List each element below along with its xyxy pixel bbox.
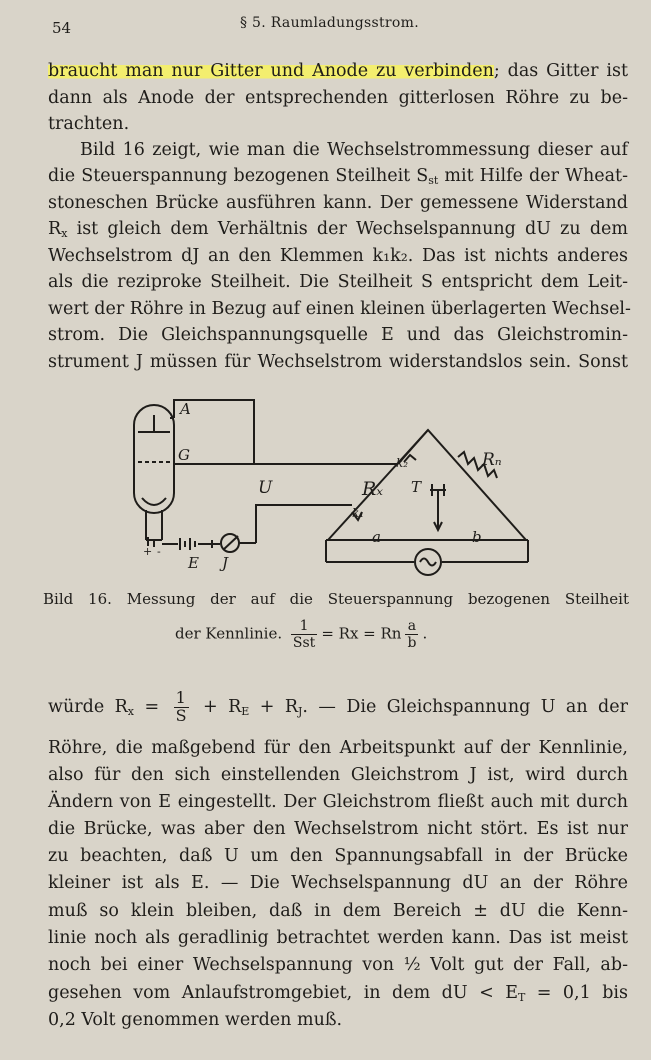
- text-line: als die reziproke Steilheit. Die Steilheit S entspricht dem Leit-: [48, 272, 628, 292]
- page-number: 54: [52, 19, 72, 37]
- highlighted-text: braucht man nur Gitter und Anode zu verbinden: [48, 61, 494, 81]
- label-rn: Rₙ: [482, 450, 502, 470]
- text-line: Ändern von E eingestellt. Der Gleichstrom fließt auch mit durch: [48, 792, 628, 812]
- figure-caption: Bild 16. Messung der auf die Steuerspannung bezogenen Steilheit: [43, 590, 630, 608]
- text-line: $R_x$ ist gleich dem Verhältnis der Wechselspannung dU zu dem: [48, 219, 628, 240]
- text-line: also für den sich einstellenden Gleichstrom J ist, wird durch: [48, 765, 628, 785]
- text-line: die Brücke, was aber den Wechselstrom nicht stört. Es ist nur: [48, 819, 628, 839]
- label-k2: k₂: [396, 456, 409, 470]
- label-j: J: [222, 554, 229, 572]
- text-line: noch bei einer Wechselspannung von ½ Volt gut der Fall, ab-: [48, 955, 628, 975]
- label-t: T: [411, 478, 422, 496]
- text-line: würde $R_x$ = $\frac{1}{S}$ + $R_E + R_J$. — Die Gleichspannung U an der: [48, 688, 628, 725]
- text-line: strument J müssen für Wechselstrom widerstandslos sein. Sonst: [48, 352, 628, 372]
- figure-caption-formula: der Kennlinie. $\frac{1}{\text{Sst}}$ = Rx = Rn $\frac{a}{b}$ .: [175, 618, 428, 652]
- text-line: kleiner ist als E. — Die Wechselspannung dU an der Röhre: [48, 873, 628, 893]
- text-line: stoneschen Brücke ausführen kann. Der gemessene Widerstand: [48, 193, 628, 213]
- text-line: Wechselstrom dJ an den Klemmen k₁k₂. Das ist nichts anderes: [48, 246, 628, 266]
- label-grid: G: [178, 446, 190, 464]
- label-a: a: [372, 528, 381, 546]
- text-line: zu beachten, daß U um den Spannungsabfall in der Brücke: [48, 846, 628, 866]
- text-line: gesehen vom Anlaufstromgebiet, in dem dU < $E_T = 0,1$ bis: [48, 983, 628, 1004]
- caption-label: Bild 16.: [43, 590, 112, 608]
- text-line: linie noch als geradlinig betrachtet werden kann. Das ist meist: [48, 928, 628, 948]
- text-line: 0,2 Volt genommen werden muß.: [48, 1010, 343, 1030]
- text-line: muß so klein bleiben, daß in dem Bereich ± dU die Kenn-: [48, 901, 628, 921]
- label-k1: k₁: [352, 506, 365, 520]
- section-header: § 5. Raumladungsstrom.: [240, 15, 419, 31]
- text-line: Bild 16 zeigt, wie man die Wechselstrommessung dieser auf: [80, 140, 628, 160]
- label-rx: Rₓ: [362, 478, 384, 500]
- text-line: dann als Anode der entsprechenden gitterlosen Röhre zu be-: [48, 88, 628, 108]
- text-line: die Steuerspannung bezogenen Steilheit $S_{st}$ mit Hilfe der Wheat-: [48, 166, 628, 187]
- label-anode: A: [180, 400, 191, 418]
- label-minus: -: [157, 545, 161, 558]
- label-b: b: [472, 528, 482, 546]
- text-line: strom. Die Gleichspannungsquelle E und das Gleichstromin-: [48, 325, 628, 345]
- label-plus: +: [143, 545, 153, 558]
- text-line: Röhre, die maßgebend für den Arbeitspunkt auf der Kennlinie,: [48, 738, 628, 758]
- text-line: wert der Röhre in Bezug auf einen kleinen überlagerten Wechsel-: [48, 299, 631, 319]
- text-line: trachten.: [48, 114, 130, 134]
- label-voltage-u: U: [258, 478, 273, 498]
- label-e: E: [188, 554, 199, 572]
- text-line: braucht man nur Gitter und Anode zu verbinden; das Gitter ist: [48, 61, 628, 81]
